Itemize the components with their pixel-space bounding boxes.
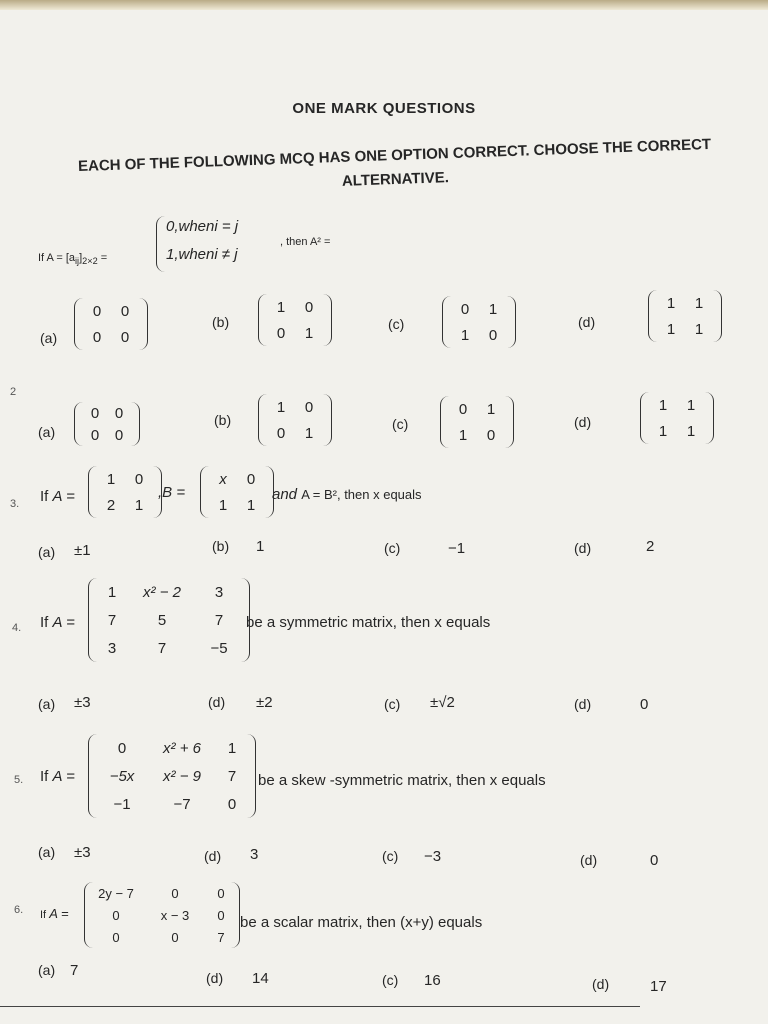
q4-option-a-label: (a) xyxy=(38,696,56,712)
matrix-cell: 0 xyxy=(488,326,498,344)
q6-text: be a scalar matrix, then (x+y) equals xyxy=(240,914,483,931)
q5-a-eq: A = xyxy=(52,768,75,785)
matrix-cell: 1 xyxy=(304,424,314,442)
matrix-cell: −7 xyxy=(173,795,191,813)
q1-option-b-matrix xyxy=(258,294,332,346)
q6-a-eq: A = xyxy=(49,906,69,921)
matrix-cell: 1 xyxy=(686,396,696,414)
matrix-cell: 2 xyxy=(106,496,116,514)
q4-if-text: If xyxy=(40,614,49,631)
q3-option-c-value: −1 xyxy=(448,540,466,557)
q6-option-d-label: (d) xyxy=(592,976,610,992)
matrix-cell: 0 xyxy=(171,885,179,901)
q2-option-a-label: (a) xyxy=(38,424,56,440)
q1-order: 2×2 xyxy=(82,256,98,267)
q5-option-d-label: (d) xyxy=(580,852,598,868)
matrix-cell: 1 xyxy=(276,298,286,316)
matrix-cell: 0 xyxy=(120,328,130,346)
q4-text: be a symmetric matrix, then x equals xyxy=(246,614,491,631)
q4-option-b-value: ±2 xyxy=(256,694,273,711)
matrix-cell: x − 3 xyxy=(160,907,190,923)
q2-option-c-matrix xyxy=(440,396,514,448)
q3-matrix-a xyxy=(88,466,162,518)
matrix-cell: 7 xyxy=(214,611,224,629)
q6-if-text: If xyxy=(40,909,47,921)
matrix-cell: 0 xyxy=(114,426,124,444)
matrix-cell: −5 xyxy=(210,639,228,657)
q6-option-a-label: (a) xyxy=(38,962,56,978)
q5-if xyxy=(40,768,75,785)
matrix-cell: 1 xyxy=(658,422,668,440)
q6-option-d-value: 17 xyxy=(650,978,667,995)
matrix-cell: 0 xyxy=(246,470,256,488)
matrix-cell: 0 xyxy=(92,302,102,320)
q5-option-a-label: (a) xyxy=(38,844,56,860)
q3-option-a-value: ±1 xyxy=(74,542,91,559)
q1-option-a-matrix xyxy=(74,298,148,350)
q2-option-d-matrix xyxy=(640,392,714,444)
q1-option-c-label: (c) xyxy=(388,316,405,332)
q1-then: , then A² = xyxy=(280,236,331,248)
q2-number: 2 xyxy=(10,386,17,398)
matrix-cell: 0 xyxy=(90,404,100,422)
q3-option-d-label: (d) xyxy=(574,540,592,556)
q5-number: 5. xyxy=(14,774,24,786)
matrix-cell: 1 xyxy=(488,300,498,318)
q6-option-a-value: 7 xyxy=(70,962,79,979)
q4-number: 4. xyxy=(12,622,22,634)
matrix-cell: 0 xyxy=(304,398,314,416)
matrix-cell: 0 xyxy=(276,324,286,342)
q6-number: 6. xyxy=(14,904,24,916)
matrix-cell: 1 xyxy=(218,496,228,514)
matrix-cell: 1 xyxy=(304,324,314,342)
q4-a-eq: A = xyxy=(52,614,75,631)
q4-option-c-value: ±√2 xyxy=(430,694,455,711)
matrix-cell: 0 xyxy=(117,739,127,757)
q1-brace xyxy=(156,216,165,272)
q5-matrix xyxy=(88,734,256,818)
matrix-cell: 7 xyxy=(227,767,237,785)
matrix-cell: 0 xyxy=(276,424,286,442)
q4-option-d-value: 0 xyxy=(640,696,649,713)
matrix-cell: 1 xyxy=(686,422,696,440)
q4-option-a-value: ±3 xyxy=(74,694,91,711)
q5-text: be a skew -symmetric matrix, then x equals xyxy=(258,772,546,789)
q1-eq: = xyxy=(100,252,108,264)
q1-sub: ij xyxy=(75,256,80,267)
matrix-cell: 0 xyxy=(486,426,496,444)
q4-if xyxy=(40,614,75,631)
matrix-cell: 1 xyxy=(666,320,676,338)
matrix-cell: 0 xyxy=(112,907,120,923)
q5-if-text: If xyxy=(40,768,49,785)
matrix-cell: 1 xyxy=(458,426,468,444)
matrix-cell: x² − 2 xyxy=(143,583,181,601)
q6-option-b-label: (d) xyxy=(206,970,224,986)
matrix-cell: 1 xyxy=(460,326,470,344)
matrix-cell: −5x xyxy=(109,767,135,785)
matrix-cell: 7 xyxy=(107,611,117,629)
q2-option-a-matrix xyxy=(74,402,140,446)
matrix-cell: 3 xyxy=(107,639,117,657)
q1-option-b-label: (b) xyxy=(212,314,230,330)
bottom-divider xyxy=(0,1006,640,1007)
q3-option-c-label: (c) xyxy=(384,540,401,556)
q1-stem xyxy=(38,252,107,266)
q2-option-b-matrix xyxy=(258,394,332,446)
matrix-cell: 0 xyxy=(112,929,120,945)
matrix-cell: 0 xyxy=(92,328,102,346)
matrix-cell: x xyxy=(219,470,227,488)
q3-option-a-label: (a) xyxy=(38,544,56,560)
q6-matrix xyxy=(84,882,240,948)
q3-a-eq: A = xyxy=(52,488,75,505)
q1-suffix: ] xyxy=(79,252,83,264)
q2-option-b-label: (b) xyxy=(214,412,232,428)
q3-cond-text: A = B², then x equals xyxy=(301,487,422,502)
q6-if xyxy=(40,906,69,921)
matrix-cell: 1 xyxy=(276,398,286,416)
q5-option-b-label: (d) xyxy=(204,848,222,864)
instructions: EACH OF THE FOLLOWING MCQ HAS ONE OPTION CORRECT. CHOOSE THE CORRECT ALTERNATIVE. xyxy=(77,135,712,190)
matrix-cell: 1 xyxy=(658,396,668,414)
matrix-cell: 0 xyxy=(460,300,470,318)
section-title: ONE MARK QUESTIONS xyxy=(292,100,476,117)
q3-option-b-value: 1 xyxy=(256,538,265,555)
matrix-cell: 0 xyxy=(227,795,237,813)
q5-option-a-value: ±3 xyxy=(74,844,91,861)
q3-option-d-value: 2 xyxy=(646,538,655,555)
matrix-cell: 1 xyxy=(694,320,704,338)
matrix-cell: 0 xyxy=(217,907,225,923)
q4-matrix xyxy=(88,578,250,662)
matrix-cell: 0 xyxy=(134,470,144,488)
q3-number: 3. xyxy=(10,498,20,510)
q3-option-b-label: (b) xyxy=(212,538,230,554)
matrix-cell: 0 xyxy=(90,426,100,444)
matrix-cell: 3 xyxy=(214,583,224,601)
q3-condition xyxy=(272,486,422,503)
q4-option-c-label: (c) xyxy=(384,696,401,712)
matrix-cell: 1 xyxy=(694,294,704,312)
matrix-cell: x² + 6 xyxy=(163,739,201,757)
q1-option-d-matrix xyxy=(648,290,722,342)
q1-option-d-label: (d) xyxy=(578,314,596,330)
matrix-cell: 1 xyxy=(227,739,237,757)
q4-option-d-label: (d) xyxy=(574,696,592,712)
q3-if-text: If xyxy=(40,488,49,505)
matrix-cell: 0 xyxy=(217,885,225,901)
matrix-cell: 1 xyxy=(134,496,144,514)
q6-option-c-label: (c) xyxy=(382,972,399,988)
matrix-cell: 0 xyxy=(458,400,468,418)
matrix-cell: x² − 9 xyxy=(163,767,201,785)
q1-option-a-label: (a) xyxy=(40,330,58,346)
matrix-cell: 0 xyxy=(304,298,314,316)
matrix-cell: 1 xyxy=(246,496,256,514)
q5-option-d-value: 0 xyxy=(650,852,659,869)
matrix-cell: 0 xyxy=(171,929,179,945)
q3-b-eq: ,B = xyxy=(158,484,186,501)
q1-case2: 1,wheni ≠ j xyxy=(166,246,238,263)
matrix-cell: 1 xyxy=(106,470,116,488)
page-top-edge xyxy=(0,0,768,10)
q2-option-c-label: (c) xyxy=(392,416,409,432)
matrix-cell: 0 xyxy=(114,404,124,422)
q2-option-d-label: (d) xyxy=(574,414,592,430)
matrix-cell: −1 xyxy=(113,795,131,813)
q3-and: and xyxy=(272,486,298,503)
q1-case1: 0,wheni = j xyxy=(166,218,239,235)
matrix-cell: 5 xyxy=(157,611,167,629)
matrix-cell: 7 xyxy=(157,639,167,657)
q5-option-c-value: −3 xyxy=(424,848,442,865)
matrix-cell: 7 xyxy=(217,929,225,945)
matrix-cell: 1 xyxy=(486,400,496,418)
matrix-cell: 2y − 7 xyxy=(98,885,134,901)
q5-option-b-value: 3 xyxy=(250,846,259,863)
matrix-cell: 1 xyxy=(666,294,676,312)
q4-option-b-label: (d) xyxy=(208,694,226,710)
q1-prefix: If A = [a xyxy=(38,252,76,264)
matrix-cell: 1 xyxy=(107,583,117,601)
q6-option-c-value: 16 xyxy=(424,972,441,989)
q6-option-b-value: 14 xyxy=(252,970,269,987)
matrix-cell: 0 xyxy=(120,302,130,320)
q5-option-c-label: (c) xyxy=(382,848,399,864)
q3-if xyxy=(40,488,75,505)
q3-matrix-b xyxy=(200,466,274,518)
q1-option-c-matrix xyxy=(442,296,516,348)
